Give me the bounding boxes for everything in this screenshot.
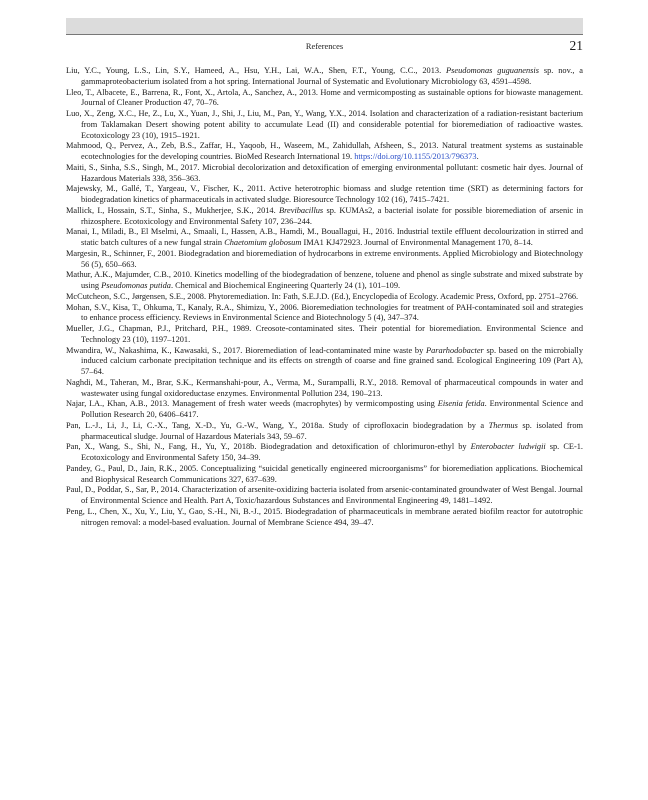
species-name: Brevibacillus: [279, 205, 324, 215]
reference-entry: [66, 442, 583, 464]
reference-text: Pan, L.-J., Li, J., Li, C.-X., Tang, X.-D., Yu, G.-W., Wang, Y., 2018a. Study of ciprofloxacin biodegradation by a: [66, 420, 489, 430]
reference-entry: [66, 464, 583, 486]
running-title: References: [305, 42, 344, 51]
running-head: [66, 38, 583, 56]
reference-text: Liu, Y.C., Young, L.S., Lin, S.Y., Hameed, A., Hsu, Y.H., Lai, W.A., Shen, F.T., Young, C.C., 2013.: [66, 66, 447, 75]
species-name: Pararhodobacter: [426, 345, 484, 355]
reference-entry: [66, 292, 583, 303]
reference-text: Mueller, J.G., Chapman, P.J., Pritchard, P.H., 1989. Creosote-contaminated sites. Their potential for bioremediation. Environmental Science and Technology 23 (10), 1197–1201.: [66, 324, 583, 344]
species-name: Thermus: [488, 420, 518, 430]
reference-entry: [66, 163, 583, 185]
reference-entry: [66, 249, 583, 271]
species-name: Pseudomonas guguanensis: [446, 66, 539, 75]
reference-text: Mwandira, W., Nakashima, K., Kawasaki, S., 2017. Bioremediation of lead-contaminated mine waste by: [66, 345, 426, 355]
reference-entry: [66, 303, 583, 325]
reference-text: Mohan, S.V., Kisa, T., Ohkuma, T., Kanaly, R.A., Shimizu, Y., 2006. Bioremediation technologies for treatment of PAH-contaminated soil and strategies to enhance process efficiency. Reviews in Environmental Science and Biotechnology 5 (4), 347–374.: [66, 302, 583, 323]
reference-text: sp. CE-1. Ecotoxicology and Environmental Safety 150, 34–39.: [81, 442, 584, 462]
reference-text: Naghdi, M., Taheran, M., Brar, S.K., Kermanshahi-pour, A., Verma, M., Surampalli, R.Y., 2018. Removal of pharmaceutical compounds in water and wastewater using fungal oxidoreductase enzymes. Environmental Pollution 234, 190–213.: [66, 377, 583, 398]
reference-text: IMA1 KJ472923. Journal of Environmental Management 170, 8–14.: [301, 238, 533, 247]
reference-text: Mahmood, Q., Pervez, A., Zeb, B.S., Zaffar, H., Yaqoob, H., Waseem, M., Zahidullah, Afsheen, S., 2013. Natural treatment systems as sustainable ecotechnologies for the developing countries. BioMed Research International 19.: [66, 141, 583, 161]
reference-text: Pandey, G., Paul, D., Jain, R.K., 2005. Conceptualizing “suicidal genetically engineered microorganisms” for bioremediation applications. Biochemical and Biophysical Research Communications 327, 637–639.: [66, 463, 583, 484]
reference-entry: [66, 88, 583, 110]
reference-entry: [66, 399, 583, 421]
reference-text: Lleo, T., Albacete, E., Barrena, R., Font, X., Artola, A., Sanchez, A., 2013. Home and vermicomposting as sustainable options for biowaste management. Journal of Cleaner Production 47, 70–76.: [66, 87, 583, 108]
species-name: Pseudomonas putida: [101, 281, 171, 290]
reference-text: Peng, L., Chen, X., Xu, Y., Liu, Y., Gao, S.-H., Ni, B.-J., 2015. Biodegradation of pharmaceuticals in membrane aerated biofilm reactor for autotrophic nitrogen removal: a model-based evaluation. Journal of Membrane Science 494, 39–47.: [66, 506, 583, 527]
doi-link[interactable]: https://doi.org/10.1155/2013/796373: [354, 152, 477, 161]
reference-entry: [66, 507, 583, 529]
reference-text: sp. based on the microbially induced calcium carbonate precipitation technique and its effects on strength of coarse and fine grained sand. Ecological Engineering 109 (Part A), 57–64.: [81, 345, 583, 376]
reference-text: .: [476, 152, 479, 161]
reference-entry: [66, 270, 583, 292]
reference-entry: [66, 206, 583, 228]
reference-entry: [66, 109, 583, 141]
reference-text: Mathur, A.K., Majumder, C.B., 2010. Kinetics modelling of the biodegradation of benzene, toluene and phenol as single substrate and mixed substrate by using: [66, 270, 583, 290]
reference-text: Majewsky, M., Gallé, T., Yargeau, V., Fischer, K., 2011. Active heterotrophic biomass and sludge retention time (SRT) as determining factors for biodegradation kinetics of pharmaceuticals in activated sludge. Bioresource Technology 102 (16), 7415–7421.: [66, 184, 583, 204]
reference-text: Maiti, S., Sinha, S.S., Singh, M., 2017. Microbial decolorization and detoxification of emerging environmental pollutant: cosmetic hair dyes. Journal of Hazardous Materials 338, 356–363.: [66, 162, 583, 183]
reference-text: sp. KUMAs2, a bacterial isolate for possible bioremediation of arsenic in rhizosphere. Ecotoxicology and Environmental Safety 107, 236–244.: [81, 205, 584, 226]
reference-entry: [66, 227, 583, 249]
reference-text: . Chemical and Biochemical Engineering Quarterly 24 (1), 101–109.: [170, 281, 401, 290]
reference-entry: [66, 184, 583, 206]
reference-text: Manai, I., Miladi, B., El Mselmi, A., Smaali, I., Hassen, A.B., Hamdi, M., Bouallagui, H., 2016. Industrial textile effluent decolourization in stirred and static batch cultures of a new fungal strain: [66, 227, 583, 247]
page-number: 21: [569, 38, 583, 53]
reference-text: Pan, X., Wang, S., Shi, N., Fang, H., Yu, Y., 2018b. Biodegradation and detoxification of chlorimuron-ethyl by: [66, 442, 471, 452]
reference-text: sp. isolated from pharmaceutical sludge. Journal of Hazardous Materials 343, 59–67.: [81, 420, 583, 441]
reference-entry: [66, 346, 583, 378]
reference-text: Luo, X., Zeng, X.C., He, Z., Lu, X., Yuan, J., Shi, J., Liu, M., Pan, Y., Wang, Y.X., 2014. Isolation and characterization of a radiation-resistant bacterium from Taklamakan Desert showing potent ability to accumulate Lead (II) and considerable potential for bioremediation of radioactive wastes. Ecotoxicology 23 (10), 1915–1921.: [66, 109, 583, 140]
reference-entry: [66, 378, 583, 400]
reference-text: sp. nov., a gammaproteobacterium isolated from a hot spring. International Journal of Systematic and Evolutionary Microbiology 63, 4591–4598.: [81, 66, 583, 86]
reference-text: Paul, D., Poddar, S., Sar, P., 2014. Characterization of arsenite-oxidizing bacteria isolated from arsenic-contaminated groundwater of West Bengal. Journal of Environmental Science and Health. Part A, Toxic/hazardous Substances and Environmental Engineering 49, 1481–1492.: [66, 485, 583, 505]
reference-text: Mallick, I., Hossain, S.T., Sinha, S., Mukherjee, S.K., 2014.: [66, 205, 279, 215]
species-name: Eisenia fetida: [437, 399, 485, 409]
reference-entry: [66, 324, 583, 346]
reference-text: Najar, I.A., Khan, A.B., 2013. Management of fresh water weeds (macrophytes) by vermicomposting using: [66, 399, 438, 409]
header-rule: [66, 34, 583, 35]
species-name: Chaetomium globosum: [224, 238, 302, 247]
top-band: [66, 18, 583, 34]
reference-entry: [66, 66, 583, 88]
reference-entry: [66, 421, 583, 443]
reference-text: . Environmental Science and Pollution Research 20, 6406–6417.: [81, 399, 583, 419]
reference-text: McCutcheon, S.C., Jørgensen, S.E., 2008. Phytoremediation. In: Fath, S.E.J.D. (Ed.), Encyclopedia of Ecology. Academic Press, Oxford, pp. 2751–2766.: [66, 291, 579, 301]
reference-entry: [66, 485, 583, 507]
reference-list: [66, 66, 583, 528]
reference-entry: [66, 141, 583, 163]
species-name: Enterobacter ludwigii: [470, 442, 546, 452]
reference-text: Margesin, R., Schinner, F., 2001. Biodegradation and bioremediation of hydrocarbons in extreme environments. Applied Microbiology and Biotechnology 56 (5), 650–663.: [66, 248, 583, 269]
